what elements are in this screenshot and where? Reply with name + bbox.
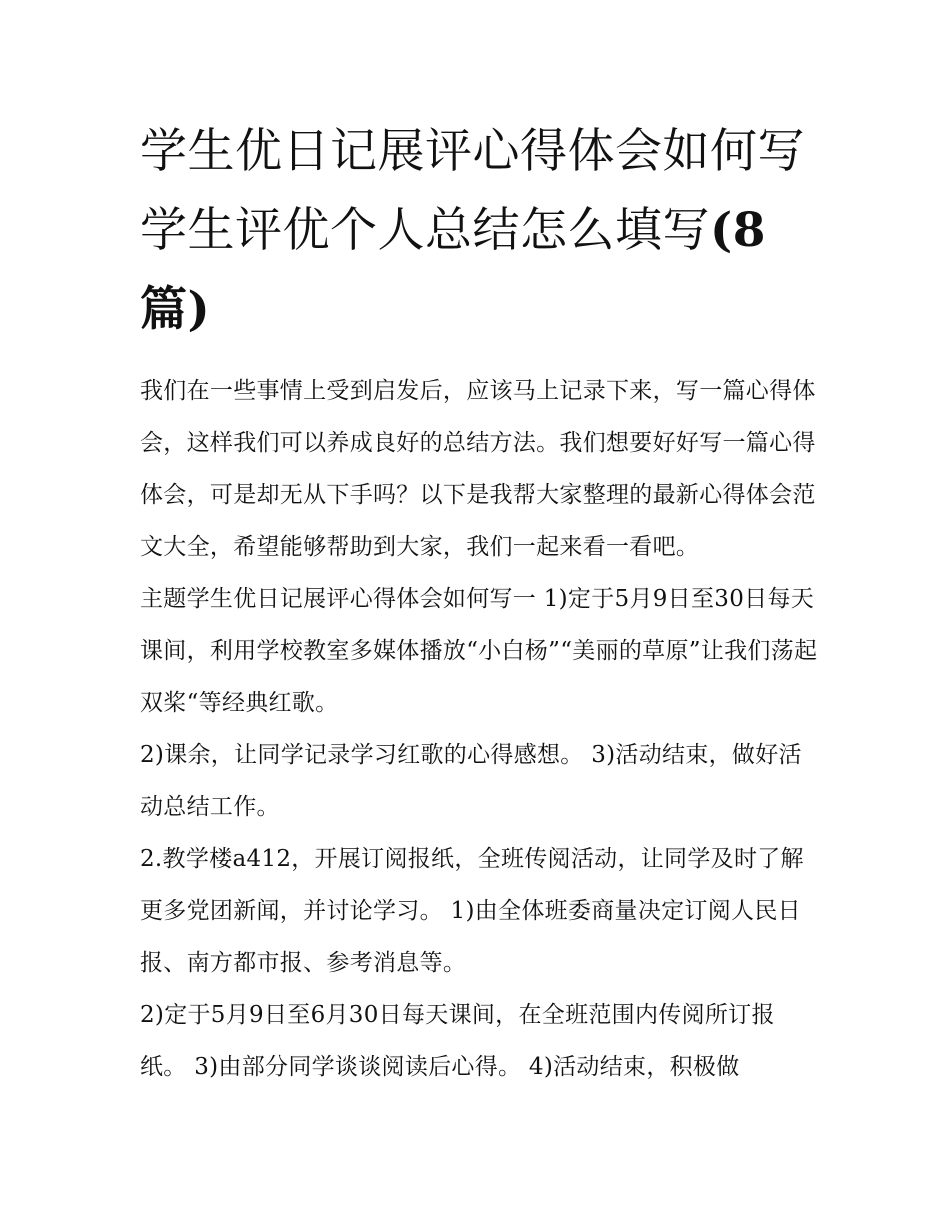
body-paragraph: 2)课余，让同学记录学习红歌的心得感想。 3)活动结束，做好活动总结工作。: [140, 742, 802, 820]
body-paragraph: 2)定于5月9日至6月30日每天课间，在全班范围内传阅所订报纸。 3)由部分同学谈谈阅读后心得。 4)活动结束，积极做: [140, 1002, 775, 1080]
document-page: [140, 112, 820, 1093]
body-paragraph: 主题学生优日记展评心得体会如何写一 1)定于5月9日至30日每天课间，利用学校教室多媒体播放“小白杨”“美丽的草原”让我们荡起双桨“等经典红歌。: [140, 586, 818, 716]
document-title: [140, 112, 820, 349]
intro-paragraph: 我们在一些事情上受到启发后，应该马上记录下来，写一篇心得体会，这样我们可以养成良好的总结方法。我们想要好好写一篇心得体会，可是却无从下手吗？以下是我帮大家整理的最新心得体会范文大全，希望能够帮助到大家，我们一起来看一看吧。: [140, 378, 816, 560]
title-tail: (8篇): [140, 203, 766, 337]
body-paragraph: 2.教学楼a412，开展订阅报纸，全班传阅活动，让同学及时了解更多党团新闻，并讨论学习。 1)由全体班委商量决定订阅人民日报、南方都市报、参考消息等。: [140, 846, 804, 976]
title-main: 学生优日记展评心得体会如何写 学生评优个人总结怎么填写: [140, 124, 805, 258]
